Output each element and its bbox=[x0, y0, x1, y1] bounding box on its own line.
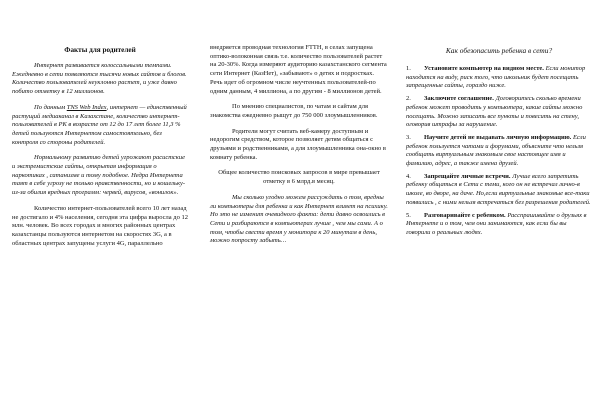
paragraph: По данным TNS Web Index, интернет — единственный растущий медиаканал в Казахстане, количество интернет-пользователей в РК в возрасте от 12 до 17 лет более 11,3 % детей пользуются Интернетом самостоятельно, без контроля со стороны родителей. bbox=[12, 103, 187, 146]
paragraph: По мнению специалистов, по чатам и сайтам для знакомства ежедневно рыщут до 750 000 злоумышленников. bbox=[210, 103, 378, 119]
list-item: 4. Запрещайте личные встречи. Лучше всего запретить ребенку общаться в Сети с теми, кого он не встречал лично-в школе, во дворе, на даче. Но,если виртуальные знакомые все-таки появились , с ними нельзя встречаться без разрешения родителей. bbox=[406, 172, 591, 206]
list-item: 5. Разговаривайте с ребенком. Расспрашивайте о друзьях в Интернете и о том, чем они занимаются, как если бы вы говорили о реальных людях. bbox=[406, 211, 587, 236]
paragraph: Количество интернет-пользователей всего 10 лет назад не достигало и 4% населения, сегодня эта цифра выросла до 12 млн. человек. Во всех городах и многих районных центрах казахстанцы пользуются интернетом на скоростях 3G, а в областных центрах запущены услуги 4G, параллельно bbox=[12, 204, 188, 247]
paragraph: Родители могут считать веб-камеру доступным и недорогим средством, которое позволяет детям общаться с друзьями и родственниками, а для злоумышленника она-окно в комнату ребенка. bbox=[210, 127, 386, 161]
paragraph: Мы сколько угодно можем рассуждать о том, вредны ли компьютеры для ребенка и как Интернет влияет на психику. Но это не изменит очевидного факта: дети давно освоились в Сети и разбираются в компьютерах лучше , чем мы сами. А о том, чтобы свести время у монитора к 20 минутам в день, можно попросту забыть… bbox=[210, 193, 388, 245]
column-continued bbox=[204, 0, 396, 420]
paragraph: Общее количество поисковых запросов в мире превышает отметку в 6 млрд.в месяц. bbox=[218, 169, 380, 186]
list-item: 2. Заключите соглашение. Договоритесь сколько времени ребенок может проводить у компьютера, какие сайты можно посещать. Можно записать все пункты и повесить на стену, оговорив штрафы за нарушение. bbox=[406, 95, 583, 129]
tips-list bbox=[406, 65, 592, 238]
list-item: 3. Научите детей не выдавать личную информацию. Если ребенок пользуется чатами и форумами, объясните что нельзя сообщать виртуальным знакомым свое настоящее имя и фамилию, адрес, а также имена друзей. bbox=[406, 133, 586, 168]
column-facts bbox=[0, 0, 196, 420]
paragraph: внедряется проводная технология FTTH, в селах запущена оптико-волоконная связь т.е. количество пользователей растет на 20-30%. Когда измеряют аудиторию казахстанского сегмента сети Интернет (КазНет), «забывают» о детях и подростках. Речь идет об огромном числе неучтенных пользователей-по одним данным, 4 миллиона, а по другим - 8 миллионов детей. bbox=[210, 44, 387, 95]
paragraph: Нормальному развитию детей угрожают расистские и экстремистские сайты, открытая информация о наркотиках , сатанизме и тому подобное. Недра Интернета таят в себе угрозу не только нравственности, но и кошельку- из-за обилия вредных программ: червей, вирусов, «вонилок». bbox=[12, 154, 186, 197]
column-safety-tips bbox=[402, 0, 600, 420]
paragraph: Интернет развивается колоссальными темпами. Ежедневно в сети появляются тысячи новых сайтов и блогов. Количество пользователей неуклонно растет, и уже давно побито отметку в 12 миллионов. bbox=[12, 62, 187, 96]
tips-title: Как обезопасить ребенка в сети? bbox=[445, 46, 553, 55]
facts-title: Факты для родителей bbox=[64, 46, 136, 54]
list-item: 1. Установите компьютер на видном месте. Если монитор находится на виду, риск того, что школьник будет посещать запрещенные сайты, гораздо ниже. bbox=[406, 65, 586, 90]
tns-link[interactable]: TNS Web Index bbox=[66, 103, 107, 111]
